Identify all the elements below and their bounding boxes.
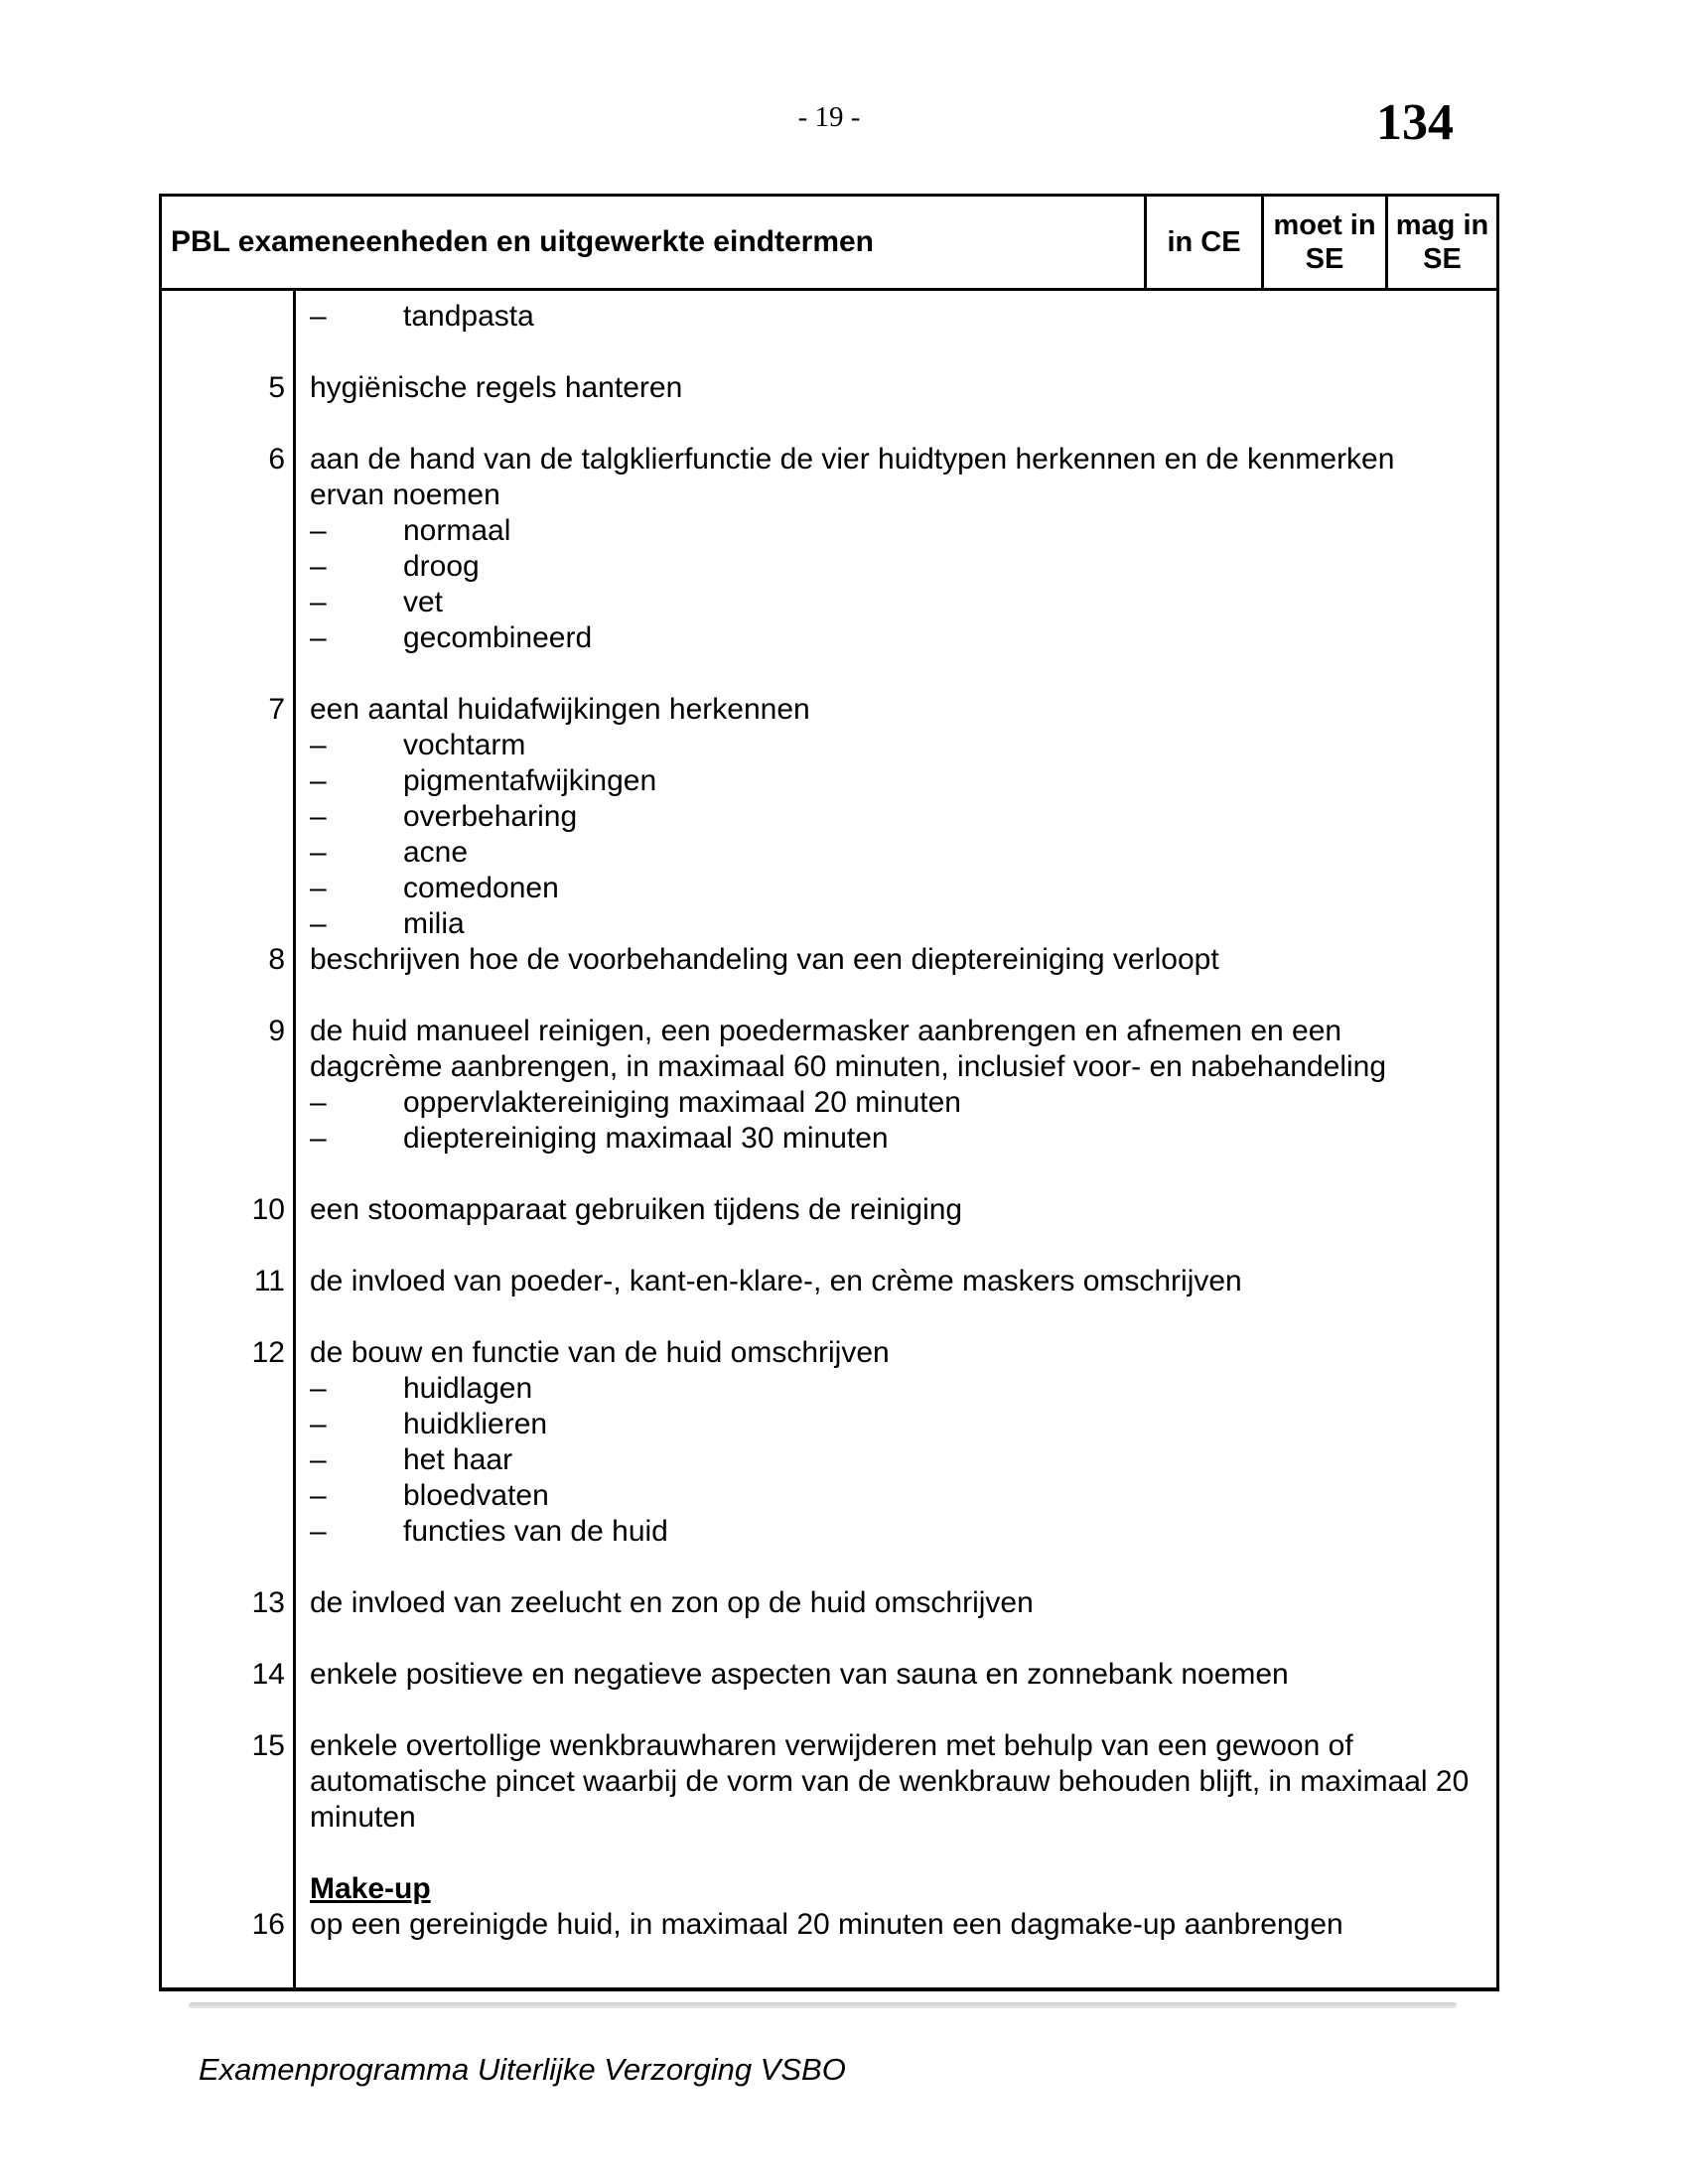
sub-item: – vochtarm xyxy=(310,729,526,761)
item-number: 13 xyxy=(251,1586,285,1619)
dash-bullet: – xyxy=(310,1408,327,1440)
item-line: aan de hand van de talgklierfunctie de vier huidtypen herkennen en de kenmerken xyxy=(310,443,1395,476)
exam-item-6 xyxy=(268,442,1480,656)
item-number: 7 xyxy=(268,693,285,726)
dash-bullet: – xyxy=(310,1086,327,1119)
item-line: automatische pincet waarbij de vorm van de wenkbrauw behouden blijft, in maximaal 20 xyxy=(310,1765,1470,1798)
exam-table xyxy=(159,194,1499,1991)
dash-bullet: – xyxy=(310,907,327,940)
sub-item: – functies van de huid xyxy=(310,1515,668,1548)
dash-bullet: – xyxy=(310,621,327,654)
dash-bullet: – xyxy=(310,800,327,833)
item-number: 8 xyxy=(268,943,285,976)
eindtermen-column xyxy=(251,291,1496,1987)
item-number: 14 xyxy=(251,1658,285,1691)
table-header-row xyxy=(162,197,1496,291)
item-line: de huid manueel reinigen, een poedermasker aanbrengen en afnemen en een xyxy=(310,1015,1342,1047)
exam-item-16 xyxy=(251,1907,1480,1943)
exam-item-7 xyxy=(268,692,1480,942)
section-heading-makeup xyxy=(310,1871,1480,1907)
footer-divider xyxy=(189,2002,1457,2008)
exam-item-13 xyxy=(251,1585,1480,1621)
item-line: enkele positieve en negatieve aspecten van sauna en zonnebank noemen xyxy=(310,1658,1289,1691)
exam-item-5 xyxy=(268,370,1480,406)
item-line: de invloed van poeder-, kant-en-klare-, en crème maskers omschrijven xyxy=(310,1265,1242,1297)
item-line: hygiënische regels hanteren xyxy=(310,371,683,404)
item-line: enkele overtollige wenkbrauwharen verwijderen met behulp van een gewoon of xyxy=(310,1729,1353,1762)
sub-item: – vet xyxy=(310,586,444,618)
dash-bullet: – xyxy=(310,1515,327,1548)
exam-item-11 xyxy=(253,1264,1480,1299)
sub-item: – oppervlaktereiniging maximaal 20 minuten xyxy=(310,1086,961,1119)
item-line: ervan noemen xyxy=(310,478,500,511)
sub-item: – milia xyxy=(310,907,465,940)
dash-bullet: – xyxy=(310,550,327,583)
item-number: 10 xyxy=(251,1193,285,1226)
exam-item-10 xyxy=(251,1192,1480,1228)
item-line: minuten xyxy=(310,1801,416,1834)
item-line: een stoomapparaat gebruiken tijdens de reiniging xyxy=(310,1193,963,1226)
dash-bullet: – xyxy=(310,1479,327,1512)
dash-bullet: – xyxy=(310,872,327,904)
sub-item: – tandpasta xyxy=(310,300,534,333)
item-number: 16 xyxy=(251,1908,285,1941)
sub-item: – pigmentafwijkingen xyxy=(310,764,657,797)
item-number: 9 xyxy=(268,1015,285,1047)
sub-item: – droog xyxy=(310,550,480,583)
item-number: 12 xyxy=(251,1336,285,1369)
item-number: 6 xyxy=(268,443,285,476)
section-heading-text: Make-up xyxy=(310,1872,431,1905)
exam-item-4-continuation xyxy=(310,299,1480,335)
sub-item: – het haar xyxy=(310,1443,513,1476)
sub-item: – gecombineerd xyxy=(310,621,593,654)
item-number: 11 xyxy=(253,1265,285,1297)
header-col-mag-in-se: mag in SE xyxy=(1385,197,1496,288)
dash-bullet: – xyxy=(310,300,327,333)
sub-item: – huidklieren xyxy=(310,1408,548,1440)
header-title-cell: PBL exameneenheden en uitgewerkte eindtermen xyxy=(171,225,875,258)
page-number-center: - 19 - xyxy=(797,101,861,133)
dash-bullet: – xyxy=(310,1122,327,1155)
dash-bullet: – xyxy=(310,1443,327,1476)
item-line: dagcrème aanbrengen, in maximaal 60 minuten, inclusief voor- en nabehandeling xyxy=(310,1050,1387,1083)
dash-bullet: – xyxy=(310,764,327,797)
exam-item-15 xyxy=(251,1728,1480,1836)
item-line: op een gereinigde huid, in maximaal 20 minuten een dagmake-up aanbrengen xyxy=(310,1908,1343,1941)
item-line: beschrijven hoe de voorbehandeling van een dieptereiniging verloopt xyxy=(310,943,1219,976)
sub-item: – acne xyxy=(310,836,469,869)
item-number: 15 xyxy=(251,1729,285,1762)
item-line: de bouw en functie van de huid omschrijven xyxy=(310,1336,890,1369)
dash-bullet: – xyxy=(310,586,327,618)
sub-item: – dieptereiniging maximaal 30 minuten xyxy=(310,1122,889,1155)
item-line: de invloed van zeelucht en zon op de huid omschrijven xyxy=(310,1586,1034,1619)
header-col-moet-in-se: moet in SE xyxy=(1261,197,1385,288)
header-col-in-ce: in CE xyxy=(1144,197,1261,288)
sub-item: – normaal xyxy=(310,514,511,547)
exam-item-8 xyxy=(268,942,1480,978)
sub-item: – bloedvaten xyxy=(310,1479,549,1512)
page-number-corner: 134 xyxy=(1376,94,1454,151)
exam-item-14 xyxy=(251,1657,1480,1693)
sub-item: – huidlagen xyxy=(310,1372,533,1405)
exam-item-9 xyxy=(268,1014,1480,1157)
sub-item: – overbeharing xyxy=(310,800,578,833)
dash-bullet: – xyxy=(310,729,327,761)
dash-bullet: – xyxy=(310,1372,327,1405)
exam-item-12 xyxy=(251,1335,1480,1550)
table-body-row xyxy=(162,291,1496,1987)
item-line: een aantal huidafwijkingen herkennen xyxy=(310,693,810,726)
footer-text: Examenprogramma Uiterlijke Verzorging VSBO xyxy=(199,2052,846,2087)
dash-bullet: – xyxy=(310,836,327,869)
dash-bullet: – xyxy=(310,514,327,547)
item-number: 5 xyxy=(268,371,285,404)
sub-item: – comedonen xyxy=(310,872,559,904)
